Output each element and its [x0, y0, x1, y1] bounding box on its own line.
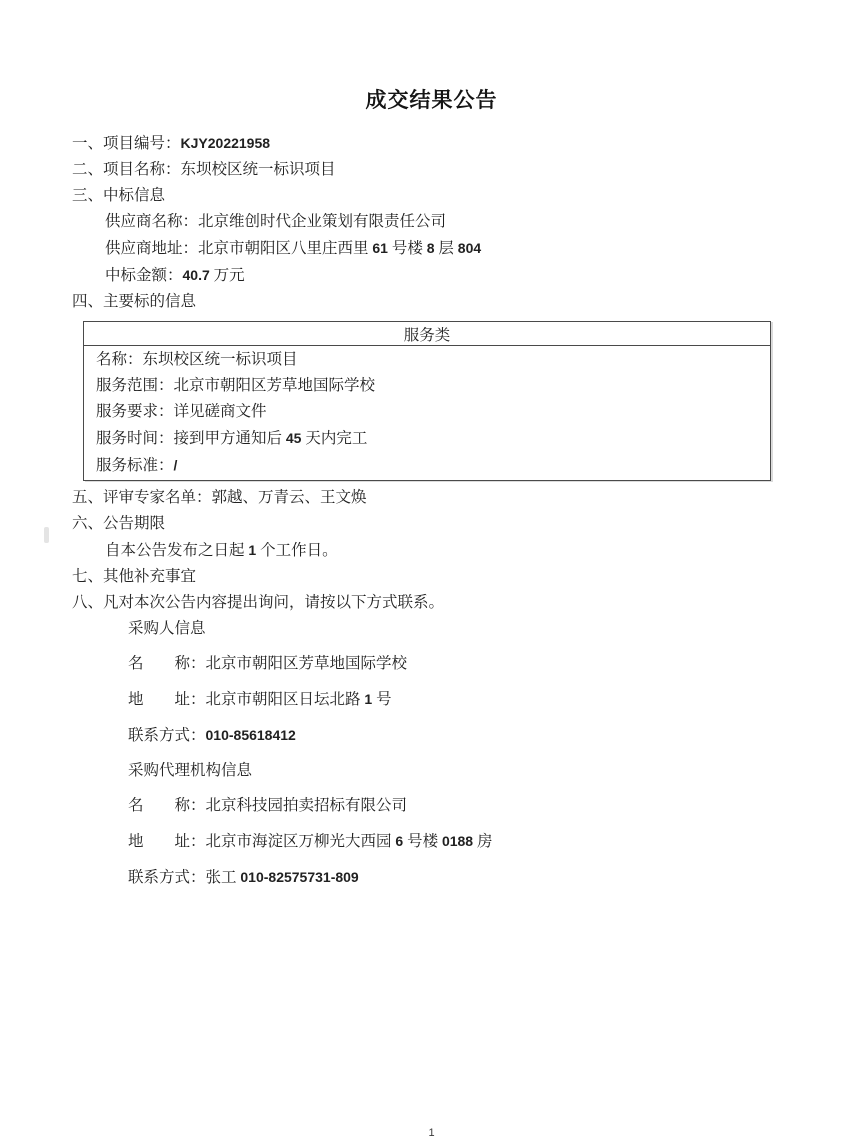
purchaser-phone-line [128, 725, 775, 746]
line-text: 号 [372, 691, 392, 708]
line-text: 联系方式：张工 [128, 869, 241, 886]
line-supplier-name [72, 209, 775, 235]
line-project-number [72, 130, 775, 157]
line-other-matters [72, 564, 775, 590]
address-number: 6 [395, 833, 404, 849]
document-body [72, 130, 775, 888]
agency-phone-value: 010-82575731-809 [240, 869, 359, 885]
line-text: 五、评审专家名单：郭越、万青云、王文焕 [72, 489, 367, 506]
line-announcement-period-heading [72, 511, 775, 537]
workdays-value: 1 [248, 542, 257, 558]
table-line-standard [96, 452, 758, 479]
line-experts [72, 485, 775, 511]
line-text: 供应商名称：北京维创时代企业策划有限责任公司 [105, 213, 447, 230]
purchaser-address-line [128, 689, 775, 710]
line-announcement-period [72, 537, 775, 564]
line-text: 自本公告发布之日起 [105, 542, 249, 559]
line-text: 名 称：北京科技园拍卖招标有限公司 [128, 797, 408, 814]
line-text: 八、凡对本次公告内容提出询问，请按以下方式联系。 [72, 594, 445, 611]
line-text: 服务标准： [96, 457, 174, 474]
document-title: 成交结果公告 [365, 88, 498, 112]
address-number: 804 [457, 240, 482, 256]
line-text: 七、其他补充事宜 [72, 568, 197, 585]
line-text: 三、中标信息 [72, 187, 166, 204]
line-label: 一、项目编号： [72, 135, 181, 152]
service-days-value: 45 [285, 430, 302, 446]
address-number: 0188 [441, 833, 474, 849]
table-header-row [84, 322, 771, 346]
line-text: 服务范围：北京市朝阳区芳草地国际学校 [96, 377, 376, 394]
purchaser-heading: 采购人信息 [128, 620, 206, 637]
line-text: 四、主要标的信息 [72, 293, 197, 310]
line-project-name [72, 157, 775, 183]
line-text: 地 址：北京市海淀区万柳光大西园 [128, 833, 396, 850]
main-subject-table [83, 321, 771, 481]
table-line-scope [96, 373, 758, 399]
line-text: 中标金额： [105, 267, 183, 284]
line-text: 号楼 [387, 240, 427, 257]
table-line-name [96, 347, 758, 373]
agency-name-line [128, 796, 775, 816]
line-text: 个工作日。 [256, 542, 338, 559]
line-inquiry-notice [72, 590, 775, 616]
address-number: 8 [426, 240, 435, 256]
agency-info-block [72, 761, 775, 888]
line-award-amount [72, 262, 775, 289]
table-body-row [84, 346, 771, 481]
agency-phone-line [128, 867, 775, 888]
address-number: 1 [364, 691, 373, 707]
line-text: 服务时间：接到甲方通知后 [96, 430, 286, 447]
line-text: 层 [434, 240, 458, 257]
line-text: 服务要求：详见磋商文件 [96, 403, 267, 420]
table-line-requirement [96, 399, 758, 425]
project-number-value: KJY20221958 [180, 135, 271, 151]
line-text: 房 [473, 833, 493, 850]
agency-address-line [128, 831, 775, 852]
line-text: 万元 [209, 267, 245, 284]
line-text: 号楼 [403, 833, 442, 850]
line-supplier-address [72, 235, 775, 262]
service-category-header: 服务类 [84, 322, 771, 346]
line-main-subject-heading [72, 289, 775, 315]
purchaser-phone-value: 010-85618412 [205, 727, 296, 743]
line-text: 联系方式： [128, 727, 206, 744]
line-text: 供应商地址：北京市朝阳区八里庄西里 [105, 240, 373, 257]
table-body-cell [84, 346, 771, 481]
agency-heading: 采购代理机构信息 [128, 762, 253, 779]
line-text: 地 址：北京市朝阳区日坛北路 [128, 691, 365, 708]
purchaser-info-block [72, 619, 775, 746]
line-text: 名 称：北京市朝阳区芳草地国际学校 [128, 655, 408, 672]
address-number: 61 [372, 240, 388, 256]
line-text: 六、公告期限 [72, 515, 166, 532]
line-award-info-heading [72, 183, 775, 209]
award-amount-value: 40.7 [182, 267, 210, 283]
purchaser-name-line [128, 654, 775, 674]
page-number: 1 [428, 1127, 435, 1139]
standard-value: / [173, 457, 178, 473]
table-line-time [96, 425, 758, 452]
line-text: 名称：东坝校区统一标识项目 [96, 351, 298, 368]
line-text: 天内完工 [301, 430, 368, 447]
scan-artifact-mark [44, 527, 49, 543]
line-text: 二、项目名称：东坝校区统一标识项目 [72, 161, 336, 178]
